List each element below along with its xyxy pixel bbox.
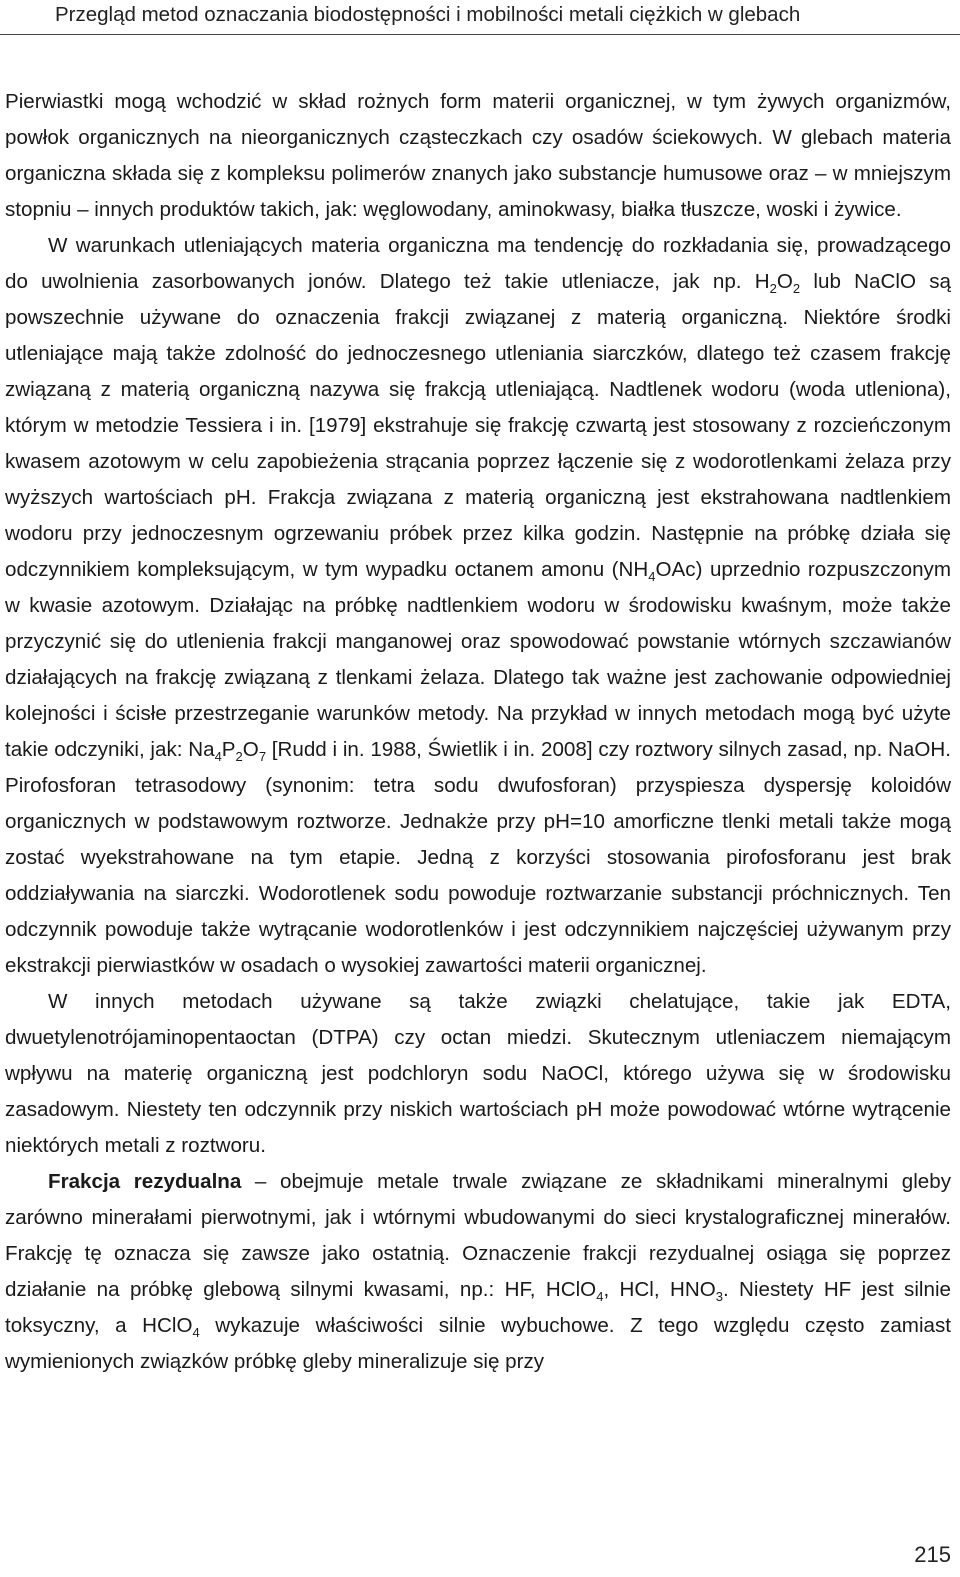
running-header [0,0,960,35]
p4-text-1: – obejmuje metale trwale związane ze składnikami mineralnymi gleby zarówno minerałami pierwotnymi, jak i wtórnymi wbudowanymi do sieci krystalograficznej minerałów. Frakcję tę oznacza się zawsze jako ostatnią. Oznaczenie frakcji rezydualnej osiąga się poprzez działanie na próbkę glebową silnymi kwasami, np.: HF, HClO [5,1170,951,1301]
running-header-title: Przegląd metod oznaczania biodostępności i mobilności metali ciężkich w glebach [55,3,801,26]
p4-text-4: wykazuje właściwości silnie wybuchowe. Z tego względu często zamiast wymienionych związków próbkę gleby mineralizuje się przy [5,1314,951,1373]
p4-sub-1: 4 [596,1289,604,1304]
p4-text-2: , HCl, HNO [603,1278,716,1301]
p2-sub-1: 2 [769,281,777,296]
p2-sub-4: 4 [214,749,222,764]
p4-text-3: . Niestety HF jest silnie toksyczny, a HClO [5,1278,951,1337]
p2-text-3: lub NaClO są powszechnie używane do oznaczenia frakcji związanej z materią organiczną. Niektóre środki utleniające mają także zdolność do jednoczesnego utleniania siarczków, dlatego też czasem frakcję związaną z materią organiczną nazywa się frakcją utleniającą. Nadtlenek wodoru (woda utleniona), którym w metodzie Tessiera i in. [1979] ekstrahuje się frakcję czwartą jest stosowany z rozcieńczonym kwasem azotowym w celu zapobieżenia strącania poprzez łączenie się z wodorotlenkami żelaza przy wyższych wartościach pH. Frakcja związana z materią organiczną jest ekstrahowana nadtlenkiem wodoru przy jednoczesnym ogrzewaniu próbek przez kilka godzin. Następnie na próbkę działa się odczynnikiem kompleksującym, w tym wypadku octanem amonu (NH [5,270,951,581]
paragraph-1: Pierwiastki mogą wchodzić w skład rożnych form materii organicznej, w tym żywych organizmów, powłok organicznych na nieorganicznych cząsteczkach czy osadów ściekowych. W glebach materia organiczna składa się z kompleksu polimerów znanych jako substancje humusowe oraz – w mniejszym stopniu – innych produktów takich, jak: węglowodany, aminokwasy, białka tłuszcze, woski i żywice. [5,90,951,221]
p2-sub-6: 7 [258,749,267,764]
p2-text-2: O [776,270,793,293]
p2-text-1: W warunkach utleniających materia organiczna ma tendencję do rozkładania się, prowadzącego do uwolnienia zasorbowanych jonów. Dlatego też takie utleniacze, jak np. H [5,234,951,293]
p2-text-7: [Rudd i in. 1988, Świetlik i in. 2008] czy roztwory silnych zasad, np. NaOH. Pirofosforan tetrasodowy (synonim: tetra sodu dwufosforan) przyspiesza dyspersję koloidów organicznych w podstawowym roztworze. Jednakże przy pH=10 amorficzne tlenki metali także mogą zostać wyekstrahowane na tym etapie. Jedną z korzyści stosowania pirofosforanu jest brak oddziaływania na siarczki. Wodorotlenek sodu powoduje roztwarzanie substancji próchnicznych. Ten odczynnik powoduje także wytrącanie wodorotlenków i jest odczynnikiem najczęściej używanym przy ekstrakcji pierwiastków w osadach o wysokiej zawartości materii organicznej. [5,738,951,977]
p2-sub-5: 2 [235,749,243,764]
p2-sub-3: 4 [648,569,656,584]
p2-text-6: O [242,738,259,761]
body-text [5,84,951,1380]
p4-bold-term: Frakcja rezydualna [48,1170,242,1193]
p4-sub-2: 3 [715,1289,723,1304]
p2-text-5: P [221,738,236,761]
p2-text-4: OAc) uprzednio rozpuszczonym w kwasie azotowym. Działając na próbkę nadtlenkiem wodoru w środowisku kwaśnym, może także przyczynić się do utlenienia frakcji manganowej oraz spowodować powstanie wtórnych szczawianów działających na frakcję związaną z tlenkami żelaza. Dlatego tak ważne jest zachowanie odpowiedniej kolejności i ścisłe przestrzeganie warunków metody. Na przykład w innych metodach mogą być użyte takie odczyniki, jak: Na [5,558,951,761]
paragraph-2 [5,228,951,984]
page-number: 215 [914,1542,951,1567]
p4-sub-3: 4 [192,1325,200,1340]
paragraph-4 [5,1164,951,1380]
p2-sub-2: 2 [792,281,801,296]
paragraph-3: W innych metodach używane są także związki chelatujące, takie jak EDTA, dwuetylenotrójaminopentaoctan (DTPA) czy octan miedzi. Skutecznym utleniaczem niemającym wpływu na materię organiczną jest podchloryn sodu NaOCl, którego używa się w środowisku zasadowym. Niestety ten odczynnik przy niskich wartościach pH może powodować wtórne wytrącenie niektórych metali z roztworu. [5,990,951,1157]
